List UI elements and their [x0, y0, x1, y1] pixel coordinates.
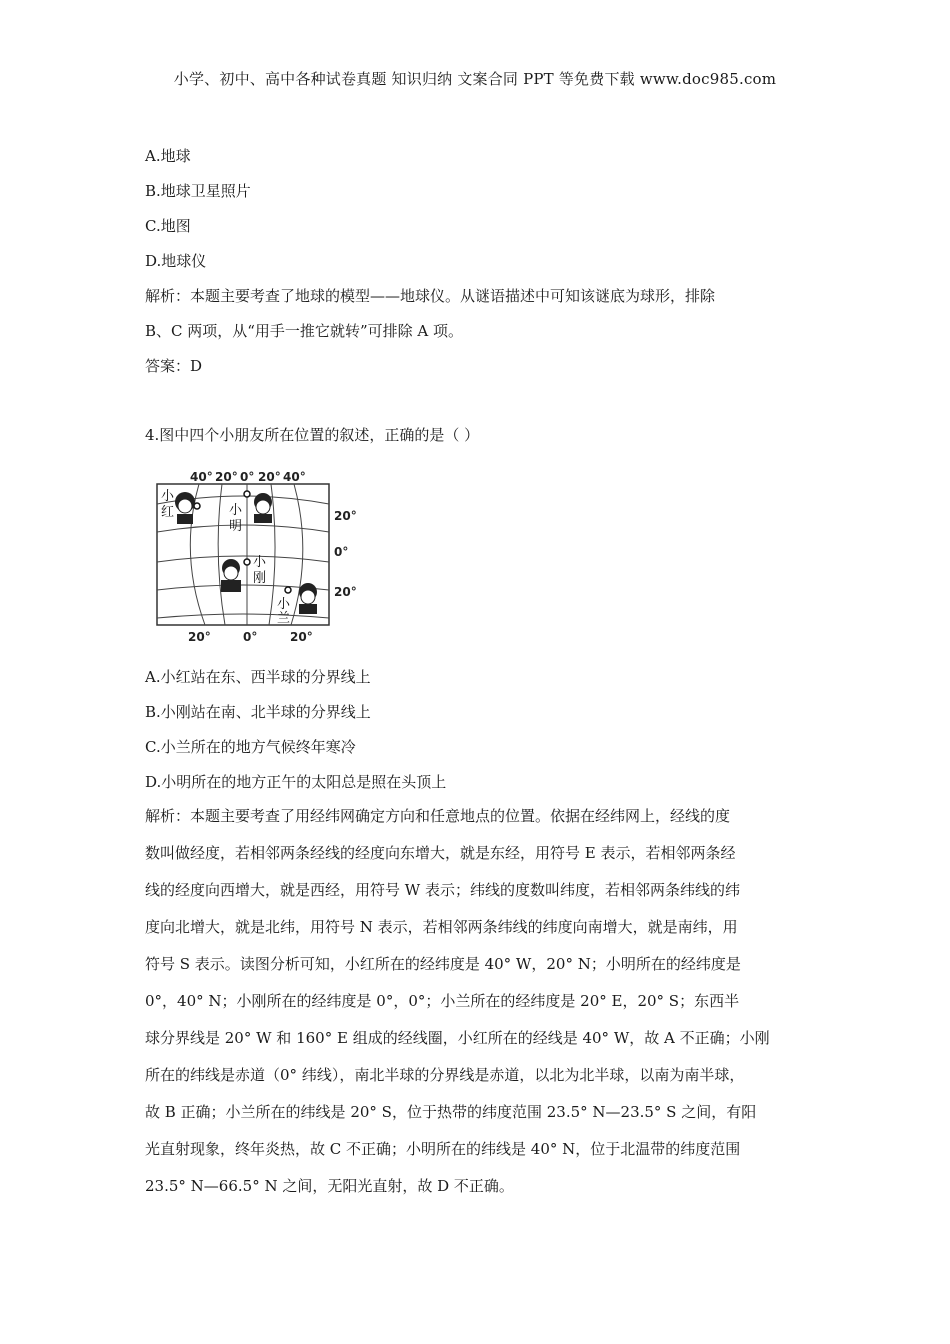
marker-xiaogang: [244, 559, 250, 565]
label-xiaoming-1: 小: [229, 503, 243, 518]
marker-xiaohong: [194, 503, 200, 509]
q4-analysis-line-5: 符号 S 表示。读图分析可知，小红所在的经纬度是 40° W，20° N；小明所在的经纬度是: [145, 955, 741, 973]
top-label-40w: 40°: [190, 470, 213, 484]
q3-answer: 答案：D: [145, 357, 203, 375]
q4-option-d: D.小明所在的地方正午的太阳总是照在头顶上: [145, 773, 447, 791]
child-xiaogang-figure: [221, 559, 241, 592]
q4-stem: 4.图中四个小朋友所在位置的叙述，正确的是（ ）: [145, 426, 480, 444]
label-xiaogang-1: 小: [253, 555, 267, 570]
parallel-20n: [157, 525, 329, 532]
q3-option-c: C.地图: [145, 217, 191, 235]
q4-analysis-line-3: 线的经度向西增大，就是西经，用符号 W 表示；纬线的度数叫纬度，若相邻两条纬线的纬: [145, 881, 740, 899]
q3-option-b: B.地球卫星照片: [145, 182, 251, 200]
lat-long-grid-figure: [143, 462, 358, 652]
label-xiaohong-2: 红: [161, 505, 175, 520]
top-label-20e: 20°: [258, 470, 281, 484]
bottom-label-0: 0°: [243, 630, 258, 644]
child-xiaohong-figure: [175, 492, 195, 524]
q4-analysis-line-11: 23.5° N—66.5° N 之间，无阳光直射，故 D 不正确。: [145, 1177, 514, 1195]
parallel-equator: [157, 556, 329, 562]
q4-analysis-line-7: 球分界线是 20° W 和 160° E 组成的经线圈，小红所在的经线是 40° W，故 A 不正确；小刚: [145, 1029, 770, 1047]
meridian-40e: [291, 484, 303, 625]
q3-analysis-line-1: 解析：本题主要考查了地球的模型——地球仪。从谜语描述中可知该谜底为球形，排除: [145, 287, 716, 305]
q4-option-a: A.小红站在东、西半球的分界线上: [145, 668, 371, 686]
right-label-0: 0°: [334, 545, 349, 559]
label-xiaogang-2: 刚: [253, 571, 267, 586]
q4-analysis-line-4: 度向北增大，就是北纬，用符号 N 表示，若相邻两条纬线的纬度向南增大，就是南纬，用: [145, 918, 738, 936]
top-label-20w: 20°: [215, 470, 238, 484]
right-label-20n: 20°: [334, 509, 357, 523]
child-xiaolan-figure: [299, 583, 317, 614]
label-xiaolan-2: 兰: [277, 611, 291, 626]
q4-analysis-line-2: 数叫做经度，若相邻两条经线的经度向东增大，就是东经，用符号 E 表示，若相邻两条经: [145, 844, 736, 862]
q4-analysis-line-6: 0°，40° N；小刚所在的经纬度是 0°，0°；小兰所在的经纬度是 20° E，20° S；东西半: [145, 992, 740, 1010]
label-xiaolan-1: 小: [277, 597, 291, 612]
marker-xiaolan: [285, 587, 291, 593]
right-label-20s: 20°: [334, 585, 357, 599]
bottom-label-20e: 20°: [290, 630, 313, 644]
page-header: 小学、初中、高中各种试卷真题 知识归纳 文案合同 PPT 等免费下载 www.doc985.com: [173, 70, 777, 88]
top-label-0: 0°: [240, 470, 255, 484]
label-xiaoming-2: 明: [229, 519, 243, 534]
q4-analysis-line-1: 解析：本题主要考查了用经纬网确定方向和任意地点的位置。依据在经纬网上，经线的度: [145, 807, 731, 825]
q3-option-a: A.地球: [145, 147, 191, 165]
q4-option-b: B.小刚站在南、北半球的分界线上: [145, 703, 371, 721]
label-xiaohong-1: 小: [161, 489, 175, 504]
q4-option-c: C.小兰所在的地方气候终年寒冷: [145, 738, 356, 756]
top-label-40e: 40°: [283, 470, 306, 484]
q4-analysis-line-9: 故 B 正确；小兰所在的纬线是 20° S，位于热带的纬度范围 23.5° N—23.5° S 之间，有阳: [145, 1103, 757, 1121]
meridian-20w: [218, 484, 225, 625]
q4-analysis-line-8: 所在的纬线是赤道（0° 纬线），南北半球的分界线是赤道，以北为北半球，以南为南半球，: [145, 1066, 745, 1084]
child-xiaoming-figure: [254, 493, 272, 523]
q3-option-d: D.地球仪: [145, 252, 207, 270]
q3-analysis-line-2: B、C 两项，从“用手一推它就转”可排除 A 项。: [145, 322, 463, 340]
parallel-40s: [157, 614, 329, 618]
bottom-label-20w: 20°: [188, 630, 211, 644]
marker-xiaoming: [244, 491, 250, 497]
q4-analysis-line-10: 光直射现象，终年炎热，故 C 不正确；小明所在的纬线是 40° N，位于北温带的纬度范围: [145, 1140, 741, 1158]
